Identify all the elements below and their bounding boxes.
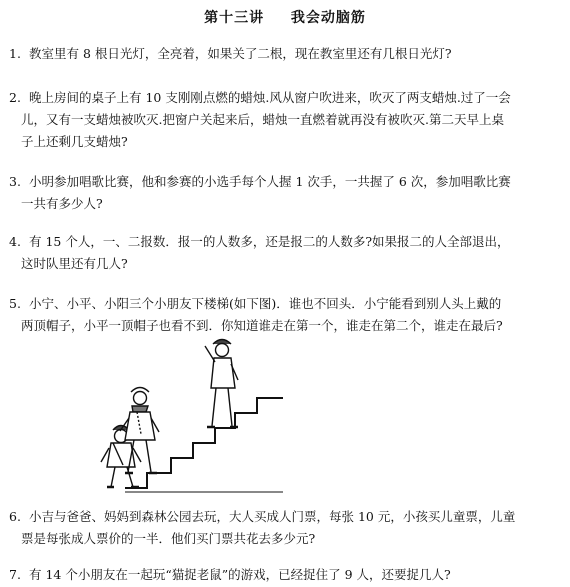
question-3 xyxy=(9,171,565,215)
question-text-line: 晚上房间的桌子上有 10 支刚刚点燃的蜡烛.风从窗户吹进来，吹灭了两支蜡烛.过了一会 xyxy=(29,90,511,105)
question-text-line: 有 15 个人，一、二报数．报一的人数多，还是报二的人数多?如果报二的人全部退出， xyxy=(29,234,510,249)
question-text-line: 两顶帽子，小平一顶帽子也看不到．你知道谁走在第一个，谁走在第二个，谁走在最后? xyxy=(21,318,503,333)
question-text-line: 子上还剩几支蜡烛? xyxy=(21,134,128,149)
child-figure xyxy=(205,340,238,428)
question-number: 3. xyxy=(9,174,21,189)
question-text-line: 小吉与爸爸、妈妈到森林公园去玩，大人买成人门票，每张 10 元，小孩买儿童票，儿童 xyxy=(29,509,516,524)
question-number: 5. xyxy=(9,296,21,311)
question-text-line: 票是每张成人票价的一半．他们买门票共花去多少元? xyxy=(21,531,316,546)
question-text-line: 儿，又有一支蜡烛被吹灭.把窗户关起来后，蜡烛一直燃着就再没有被吹灭.第二天早上桌 xyxy=(21,112,504,127)
question-number: 7. xyxy=(9,567,21,582)
question-text-line: 一共有多少人? xyxy=(21,196,103,211)
question-text-line: 教室里有 8 根日光灯，全亮着，如果关了二根，现在教室里还有几根日光灯? xyxy=(29,46,452,61)
question-text-line: 小宁、小平、小阳三个小朋友下楼梯(如下图)．谁也不回头．小宁能看到别人头上戴的 xyxy=(29,296,502,311)
question-2 xyxy=(9,87,565,153)
question-7 xyxy=(9,564,565,586)
page-title: 第十三讲 我会动脑筋 xyxy=(204,10,366,26)
question-1 xyxy=(9,43,565,65)
question-number: 4. xyxy=(9,234,21,249)
question-text-line: 这时队里还有几人? xyxy=(21,256,128,271)
question-6 xyxy=(9,506,565,550)
question-text-line: 小明参加唱歌比赛，他和参赛的小选手每个人握 1 次手，一共握了 6 次，参加唱歌比赛 xyxy=(29,174,511,189)
question-text-line: 有 14 个小朋友在一起玩“猫捉老鼠”的游戏，已经捉住了 9 人，还要捉几人? xyxy=(29,567,451,582)
staircase-illustration xyxy=(85,330,285,500)
question-number: 2. xyxy=(9,90,21,105)
question-number: 6. xyxy=(9,509,21,524)
question-4 xyxy=(9,231,565,275)
question-number: 1. xyxy=(9,46,21,61)
